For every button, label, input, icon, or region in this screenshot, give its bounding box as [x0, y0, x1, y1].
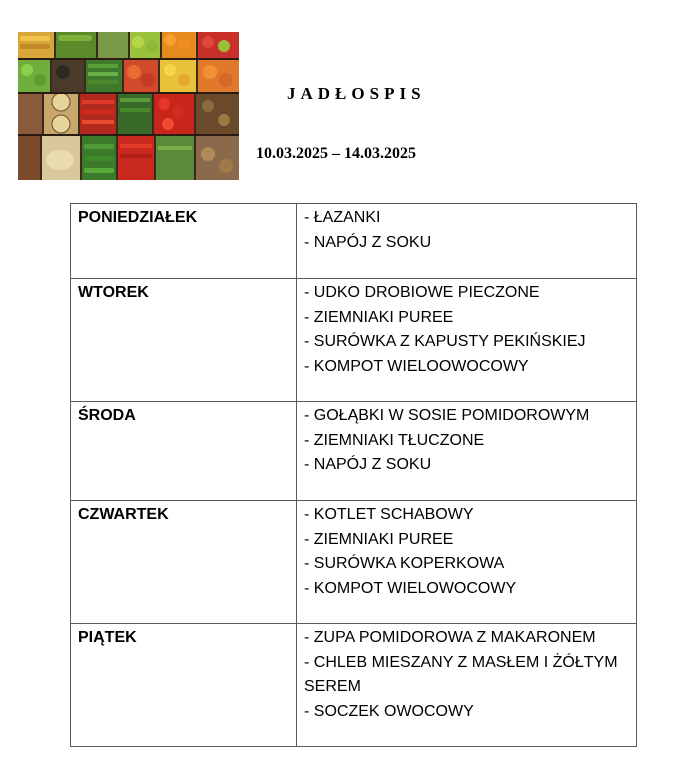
day-name: ŚRODA — [71, 402, 297, 501]
table-row — [71, 501, 637, 624]
dish-item: - SOCZEK OWOCOWY — [304, 702, 474, 720]
dish-list — [297, 279, 637, 402]
dish-item: - SURÓWKA Z KAPUSTY PEKIŃSKIEJ — [304, 333, 586, 350]
dish-item: - ŁAZANKI — [304, 209, 381, 226]
menu-table — [70, 203, 637, 747]
dish-item: - ZUPA POMIDOROWA Z MAKARONEM — [304, 629, 596, 646]
table-row — [71, 402, 637, 501]
dish-list — [297, 402, 637, 501]
dish-item: - KOTLET SCHABOWY — [304, 506, 474, 523]
dish-item: - UDKO DROBIOWE PIECZONE — [304, 284, 540, 301]
vegetable-market-photo — [18, 32, 239, 180]
dish-item: - KOMPOT WIELOOWOCOWY — [304, 357, 529, 375]
dish-list — [297, 204, 637, 279]
dish-list — [297, 501, 637, 624]
menu-title: JADŁOSPIS — [287, 84, 426, 103]
date-range: 10.03.2025 – 14.03.2025 — [256, 145, 416, 162]
day-name: PONIEDZIAŁEK — [71, 204, 297, 279]
dish-item: - KOMPOT WIELOWOCOWY — [304, 579, 517, 597]
day-name: WTOREK — [71, 279, 297, 402]
table-row — [71, 279, 637, 402]
dish-item: - NAPÓJ Z SOKU — [304, 456, 432, 473]
day-name: PIĄTEK — [71, 624, 297, 747]
dish-item: - SURÓWKA KOPERKOWA — [304, 555, 505, 572]
dish-item: - ZIEMNIAKI PUREE — [304, 308, 454, 326]
table-row — [71, 204, 637, 279]
dish-item: - CHLEB MIESZANY Z MASŁEM I ŻÓŁTYM SEREM — [304, 653, 618, 695]
dish-item: - NAPÓJ Z SOKU — [304, 233, 432, 251]
day-name: CZWARTEK — [71, 501, 297, 624]
dish-item: - GOŁĄBKI W SOSIE POMIDOROWYM — [304, 407, 590, 424]
table-row — [71, 624, 637, 747]
dish-list — [297, 624, 637, 747]
dish-item: - ZIEMNIAKI TŁUCZONE — [304, 431, 485, 449]
dish-item: - ZIEMNIAKI PUREE — [304, 530, 454, 548]
